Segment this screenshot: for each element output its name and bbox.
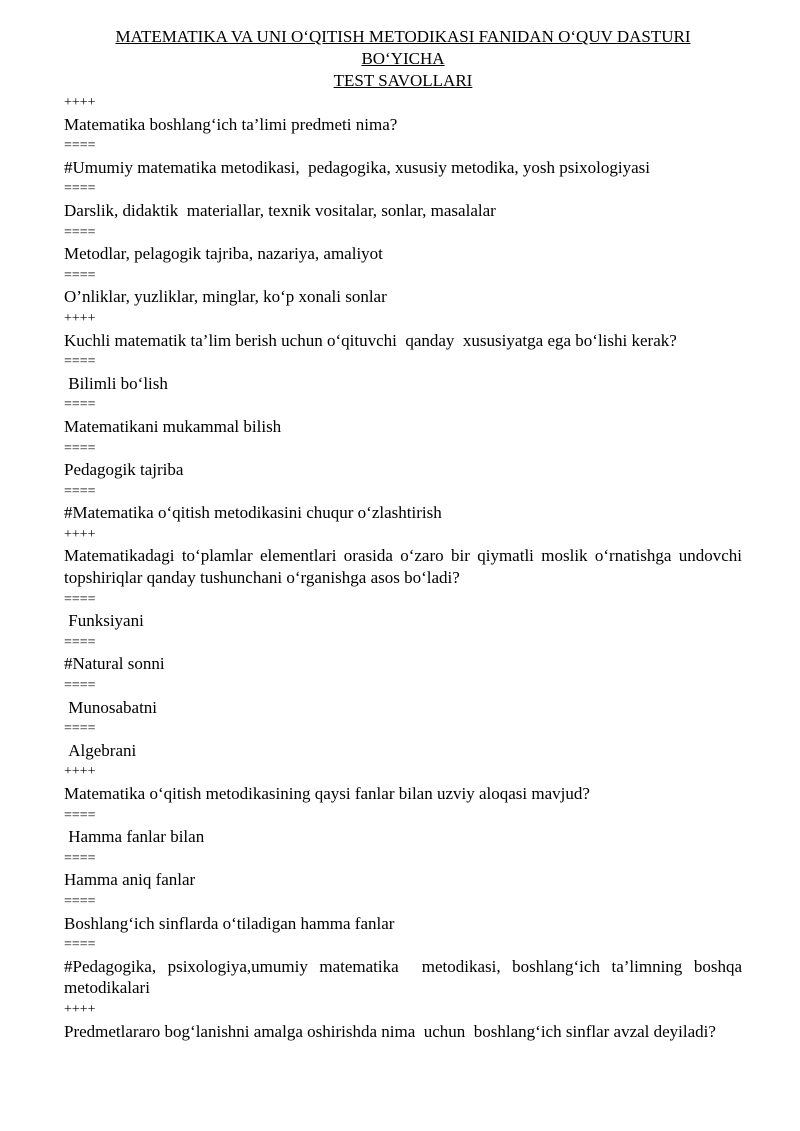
answer-option: Metodlar, pelagogik tajriba, nazariya, amaliyot: [64, 244, 383, 264]
answer-option: Hamma aniq fanlar: [64, 870, 196, 890]
question-block: [64, 761, 747, 999]
title-line-2: BO‘YICHA: [361, 49, 445, 68]
answer-separator: ====: [64, 224, 96, 240]
answer-option: #Umumiy matematika metodikasi, pedagogika, xususiy metodika, yosh psixologiyasi: [64, 157, 650, 177]
answer-option: Bilimli bo‘lish: [64, 373, 168, 393]
question-block: [64, 308, 742, 524]
question-text: Matematika o‘qitish metodikasining qaysi fanlar bilan uzviy aloqasi mavjud?: [64, 784, 590, 803]
answer-separator: ====: [64, 937, 96, 953]
answer-option: #Natural sonni: [64, 654, 165, 674]
question-text: Kuchli matematik ta’lim berish uchun o‘qituvchi qanday xususiyatga ega bo‘lishi kerak?: [64, 330, 677, 350]
question-text: Predmetlararo bog‘lanishni amalga oshirishda nima uchun boshlang‘ich sinflar avzal deyiladi?: [64, 1021, 716, 1041]
answer-separator: ====: [64, 267, 96, 283]
answer-option: Boshlang‘ich sinflarda o‘tiladigan hamma fanlar: [64, 913, 395, 933]
document-header: [64, 26, 742, 92]
question-block: [64, 524, 747, 762]
answer-separator: ====: [64, 483, 96, 499]
answer-separator: ====: [64, 181, 96, 197]
answer-separator: ====: [64, 440, 96, 456]
question-block: [64, 999, 742, 1042]
answer-option: #Matematika o‘qitish metodikasini chuqur o‘zlashtirish: [64, 503, 442, 523]
answer-option: Munosabatni: [64, 697, 158, 717]
answer-option: #Pedagogika, psixologiya,umumiy matematika metodikasi, boshlang‘ich ta’limning boshqa metodikalari: [64, 956, 747, 998]
title-line-3: TEST SAVOLLARI: [333, 71, 473, 90]
question-marker: ++++: [64, 1001, 96, 1017]
question-text: Matematika boshlang‘ich ta’limi predmeti nima?: [64, 114, 398, 134]
question-text: Matematikadagi to‘plamlar elementlari orasida o‘zaro bir qiymatli moslik o‘rnatishga undovchi topshiriqlar qanday tushunchani o‘rganishga asos bo‘ladi?: [64, 546, 747, 588]
question-marker: ++++: [64, 764, 96, 780]
answer-option: Hamma fanlar bilan: [64, 827, 205, 847]
answer-separator: ====: [64, 721, 96, 737]
answer-separator: ====: [64, 807, 96, 823]
answer-separator: ====: [64, 678, 96, 694]
answer-option: Pedagogik tajriba: [64, 460, 184, 480]
answer-separator: ====: [64, 850, 96, 866]
question-marker: ++++: [64, 95, 96, 110]
answer-separator: ====: [64, 354, 96, 370]
answer-option: O’nliklar, yuzliklar, minglar, ko‘p xonali sonlar: [64, 287, 387, 307]
title-line-1: MATEMATIKA VA UNI O‘QITISH METODIKASI FANIDAN O‘QUV DASTURI: [115, 27, 691, 46]
question-marker: ++++: [64, 526, 96, 542]
answer-separator: ====: [64, 397, 96, 413]
question-marker: ++++: [64, 310, 96, 326]
answer-option: Funksiyani: [64, 611, 144, 631]
answer-separator: ====: [64, 893, 96, 909]
answer-option: Algebrani: [64, 740, 137, 760]
answer-separator: ====: [64, 591, 96, 607]
answer-option: Darslik, didaktik materiallar, texnik vositalar, sonlar, masalalar: [64, 200, 496, 220]
answer-option: Matematikani mukammal bilish: [64, 416, 282, 436]
answer-separator: ====: [64, 138, 96, 154]
question-block: [64, 92, 742, 308]
answer-separator: ====: [64, 634, 96, 650]
